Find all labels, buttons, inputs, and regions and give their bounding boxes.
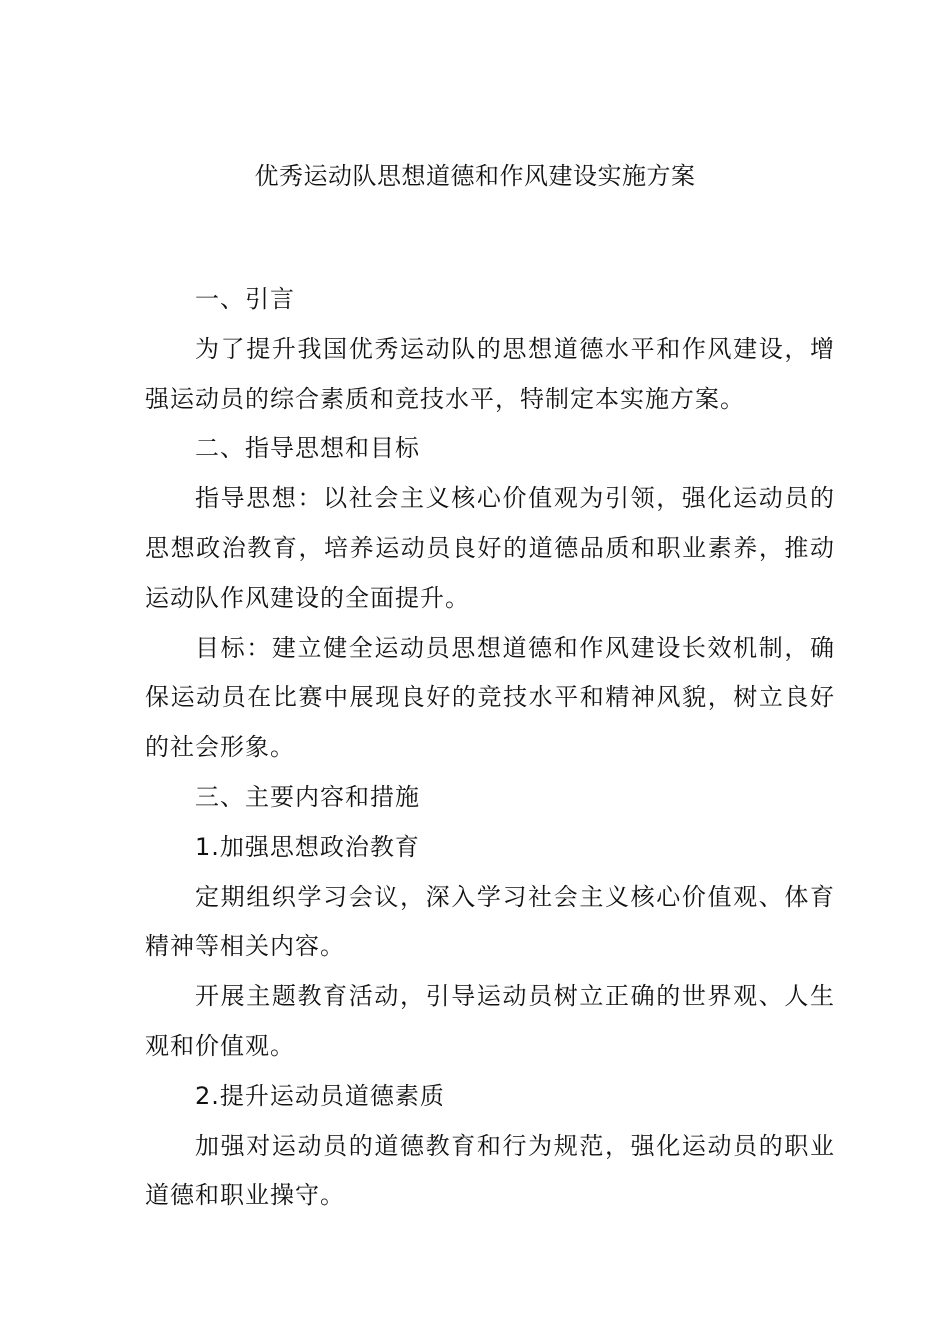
paragraph-guiding-ideology: 指导思想：以社会主义核心价值观为引领，强化运动员的思想政治教育，培养运动员良好的道德品质和职业素养，推动运动队作风建设的全面提升。 [145,484,835,612]
document-body [145,275,835,1221]
paragraph-goals: 目标：建立健全运动员思想道德和作风建设长效机制，确保运动员在比赛中展现良好的竞技水平和精神风貌，树立良好的社会形象。 [145,633,835,762]
subheading-political-education: 1.加强思想政治教育 [195,832,420,861]
document-title: 优秀运动队思想道德和作风建设实施方案 [254,162,696,190]
paragraph-study-meetings: 定期组织学习会议，深入学习社会主义核心价值观、体育精神等相关内容。 [145,882,835,961]
subheading-moral-quality: 2.提升运动员道德素质 [195,1081,445,1110]
paragraph-theme-activities: 开展主题教育活动，引导运动员树立正确的世界观、人生观和价值观。 [145,982,835,1060]
paragraph-moral-education: 加强对运动员的道德教育和行为规范，强化运动员的职业道德和职业操守。 [145,1131,835,1210]
section-heading-guiding-ideology: 二、指导思想和目标 [195,434,420,463]
paragraph-introduction: 为了提升我国优秀运动队的思想道德水平和作风建设，增强运动员的综合素质和竞技水平，特制定本实施方案。 [145,334,835,413]
section-heading-main-content: 三、主要内容和措施 [195,782,420,811]
section-heading-introduction: 一、引言 [195,285,295,313]
